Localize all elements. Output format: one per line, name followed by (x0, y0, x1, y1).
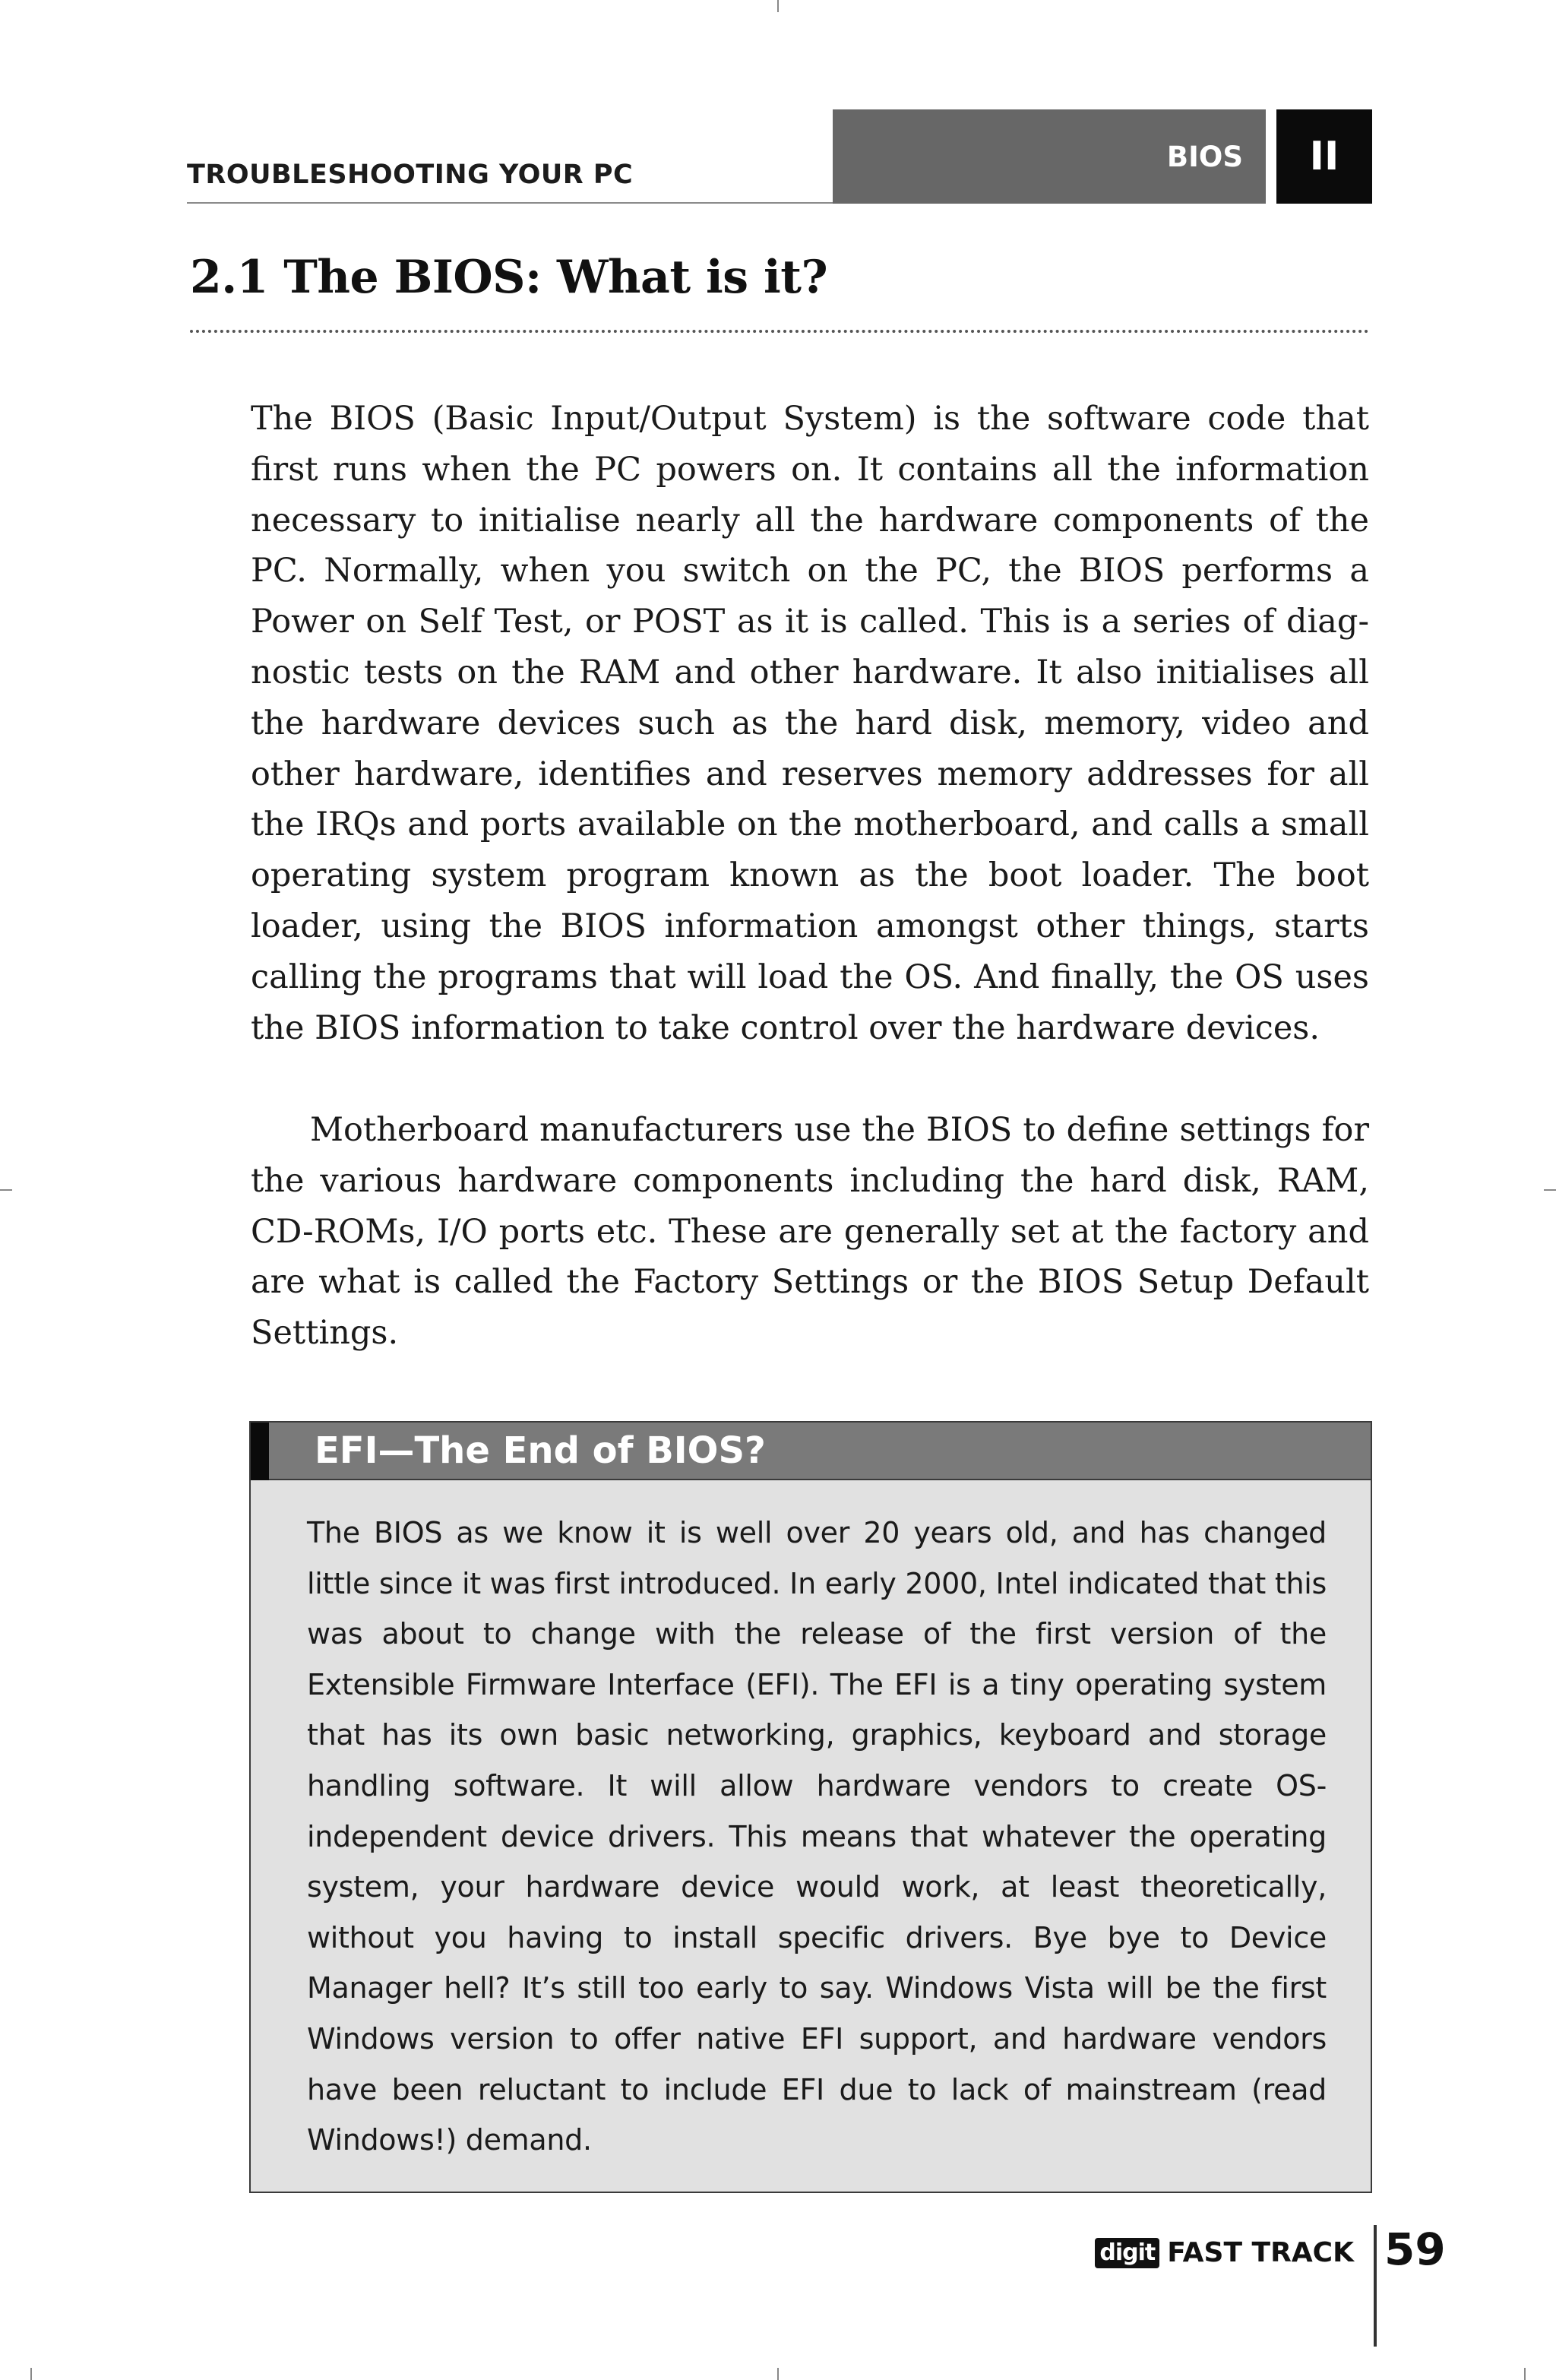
sidebar-text: The BIOS as we know it is well over 20 years old, and has changed little since it was first introduced. In early 2000, Intel indicated that this was about to change with the release of the first version of the Extensible Firmware Interface (EFI). The EFI is a tiny operating system that has its own basic networking, graphics, keyboard and storage handling software. It will allow hardware vendors to create OS-independent device drivers. This means that whatever the operating system, your hardware device would work, at least theoretically, without you having to install specific drivers. Bye bye to Device Manager hell? It’s still too early to say. Windows Vista will be the first Windows version to offer native EFI support, and hardware vendors have been reluctant to include EFI due to lack of mainstream (read Windows!) demand. (307, 1516, 1327, 2157)
crop-mark (30, 2368, 32, 2380)
body-paragraph: The BIOS (Basic Input/Output System) is the software code that first runs when the PC powers on. It contains all the information necessary to initialise nearly all the hardware components of the PC. Normally, when you switch on the PC, the BIOS performs a Power on Self Test, or POST as it is called. This is a series of diagnostic tests on the RAM and other hardware. It also initialises all the hardware devices such as the hard disk, memory, video and other hardware, identifies and reserves memory addresses for all the IRQs and ports available on the motherboard, and calls a small operating system program known as the boot loader. The boot loader, using the BIOS information amongst other things, starts calling the programs that will load the OS. And finally, the OS uses the BIOS information to take control over the hardware devices. (251, 400, 1369, 1047)
footer-brand (1095, 2237, 1354, 2268)
brand-text: FAST TRACK (1167, 2237, 1354, 2268)
chapter-number-badge (1276, 109, 1372, 204)
crop-mark (1524, 2368, 1526, 2380)
sidebar-title-bar (251, 1423, 1371, 1480)
chapter-number: II (1309, 134, 1339, 179)
brand-logo: digit (1095, 2238, 1159, 2268)
crop-mark (777, 0, 779, 12)
section-title: 2.1 The BIOS: What is it? (190, 251, 828, 304)
crop-mark (0, 1189, 12, 1191)
page-number: 59 (1384, 2223, 1446, 2275)
chapter-tab (833, 109, 1266, 204)
header-rule (187, 202, 833, 204)
running-head: TROUBLESHOOTING YOUR PC (187, 160, 634, 190)
footer-divider (1374, 2225, 1377, 2347)
chapter-name: BIOS (1166, 140, 1243, 173)
body-paragraph: Motherboard manufacturers use the BIOS to define settings for the various hardware components including the hard disk, RAM, CD-ROMs, I/O ports etc. These are generally set at the factory and are what is called the Factory Settings or the BIOS Setup Default Settings. (251, 1111, 1369, 1353)
sidebar-title: EFI—The End of BIOS? (315, 1429, 766, 1472)
crop-mark (1544, 1189, 1556, 1191)
sidebar-box (249, 1421, 1372, 2193)
sidebar-accent (251, 1423, 269, 1480)
dotted-divider (190, 330, 1369, 333)
crop-mark (777, 2368, 779, 2380)
